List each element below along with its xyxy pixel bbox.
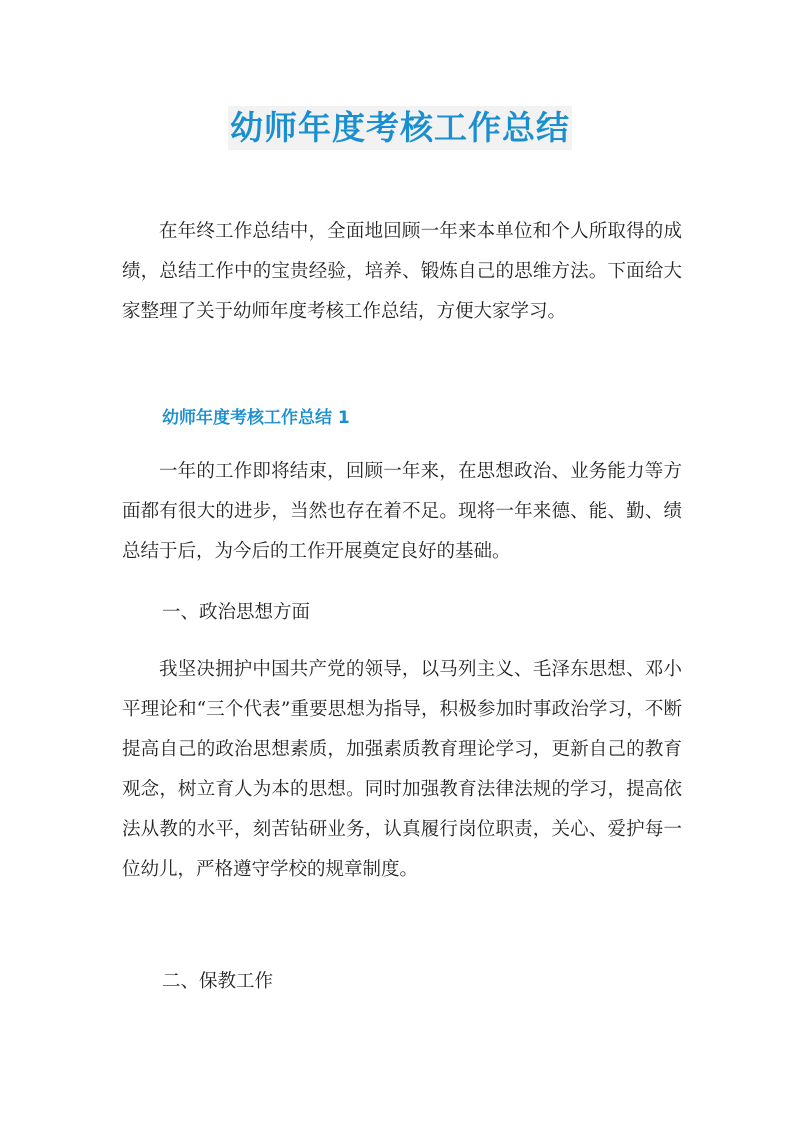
subheading-teaching: 二、保教工作 — [162, 971, 274, 992]
section1-paragraph2-block — [122, 650, 682, 890]
section1-paragraph1: 一年的工作即将结束，回顾一年来，在思想政治、业务能力等方面都有很大的进步，当然也存在着不足。现将一年来德、能、勤、绩总结于后，为今后的工作开展奠定良好的基础。 — [122, 461, 682, 562]
subheading-politics: 一、政治思想方面 — [162, 602, 311, 623]
intro-block — [122, 212, 682, 332]
section1-paragraph1-block — [122, 452, 682, 572]
document-title: 幼师年度考核工作总结 — [228, 106, 572, 150]
section-heading: 幼师年度考核工作总结 1 — [162, 408, 350, 428]
intro-paragraph: 在年终工作总结中，全面地回顾一年来本单位和个人所取得的成绩，总结工作中的宝贵经验，培养、锻炼自己的思维方法。下面给大家整理了关于幼师年度考核工作总结，方便大家学习。 — [122, 221, 682, 322]
section1-paragraph2: 我坚决拥护中国共产党的领导，以马列主义、毛泽东思想、邓小平理论和“三个代表”重要思想为指导，积极参加时事政治学习，不断提高自己的政治思想素质，加强素质教育理论学习，更新自己的教育观念，树立育人为本的思想。同时加强教育法律法规的学习，提高依法从教的水平，刻苦钻研业务，认真履行岗位职责，关心、爱护每一位幼儿，严格遵守学校的规章制度。 — [122, 659, 682, 880]
title-container — [0, 106, 800, 150]
